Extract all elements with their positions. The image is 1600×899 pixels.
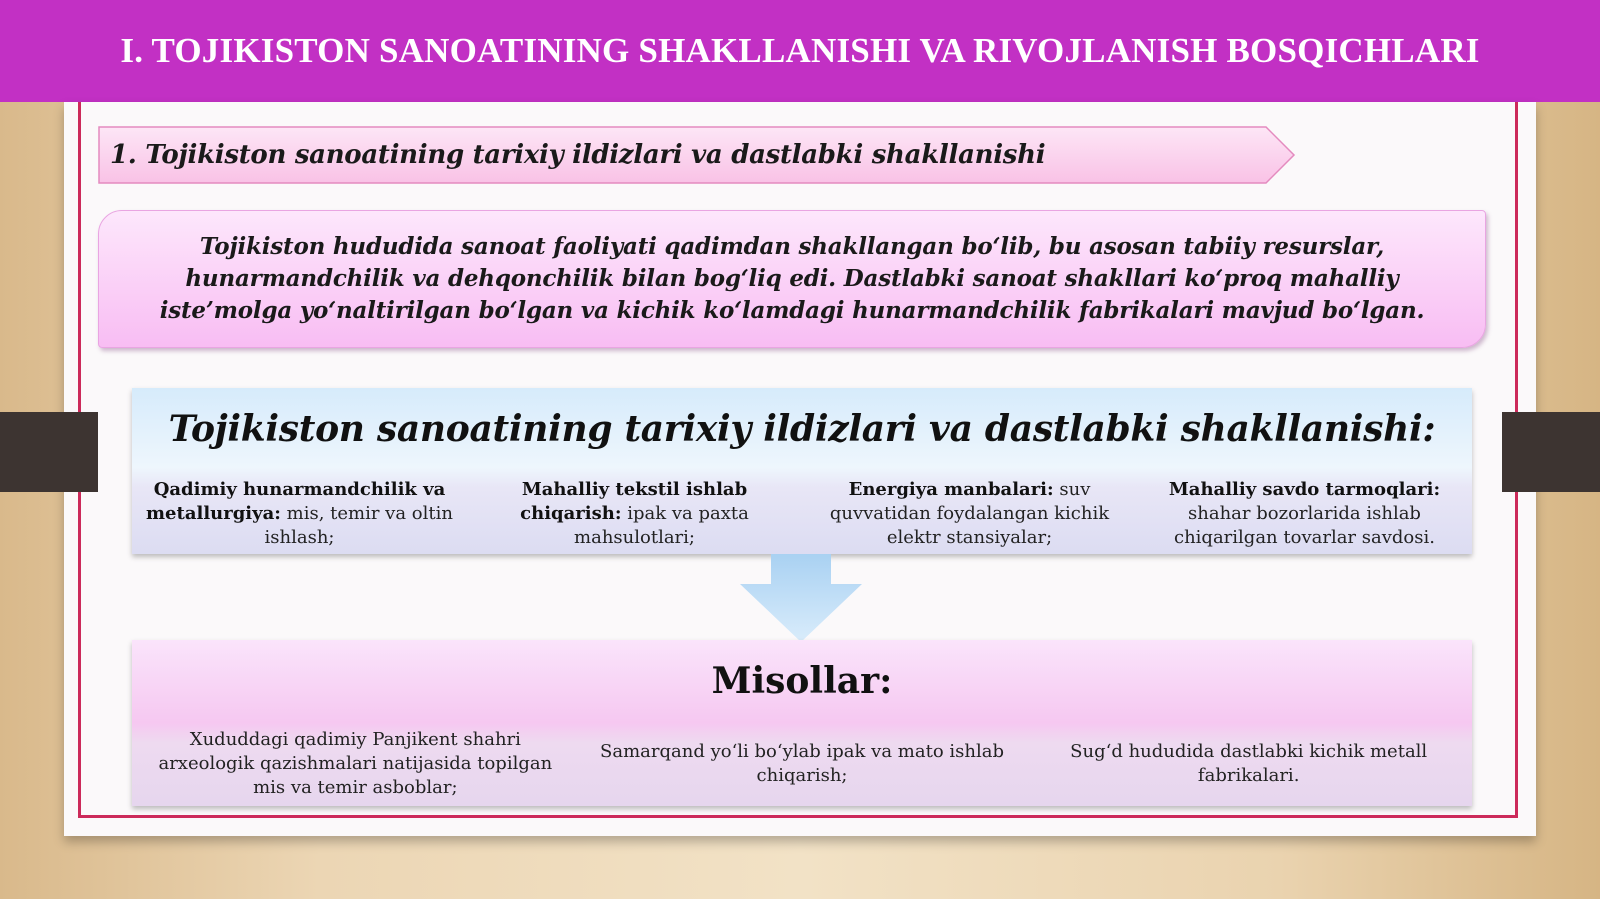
left-clip xyxy=(0,412,98,492)
examples-panel xyxy=(132,640,1472,806)
section-title: 1. Tojikiston sanoatining tarixiy ildizlari va dastlabki shakllanishi xyxy=(110,140,1046,170)
arrow-down-icon xyxy=(738,554,864,644)
section-banner xyxy=(98,126,1296,184)
origins-item-text: ipak va paxta mahsulotlari; xyxy=(574,503,749,548)
slide-title: I. TOJIKISTON SANOATINING SHAKLLANISHI VA RIVOJLANISH BOSQICHLARI xyxy=(120,31,1480,70)
origins-title: Tojikiston sanoatining tarixiy ildizlari va dastlabki shakllanishi: xyxy=(168,408,1436,450)
origins-item-label: Qadimiy hunarmandchilik va metallurgiya: xyxy=(146,479,446,524)
origins-item-text: mis, temir va oltin ishlash; xyxy=(264,503,453,548)
origins-panel xyxy=(132,388,1472,554)
examples-list xyxy=(132,728,1472,800)
intro-box xyxy=(98,210,1486,348)
examples-title: Misollar: xyxy=(711,660,893,702)
origins-list xyxy=(132,478,1472,550)
origins-item xyxy=(132,478,467,550)
origins-item xyxy=(467,478,802,550)
example-item: Xududdagi qadimiy Panjikent shahri arxeologik qazishmalari natijasida topilgan mis va temir asboblar; xyxy=(158,729,553,798)
origins-item-text: suv quvvatidan foydalangan kichik elektr stansiyalar; xyxy=(829,479,1110,548)
example-item: Sug‘d hududida dastlabki kichik metall fabrikalari. xyxy=(1070,741,1428,786)
origins-item-label: Mahalliy savdo tarmoqlari: xyxy=(1168,479,1441,500)
origins-item xyxy=(1137,478,1472,550)
origins-item xyxy=(802,478,1137,550)
slide-header xyxy=(0,0,1600,102)
example-item: Samarqand yo‘li bo‘ylab ipak va mato ishlab chiqarish; xyxy=(600,741,1004,786)
intro-text: Tojikiston hududida sanoat faoliyati qadimdan shakllangan bo‘lib, bu asosan tabiiy resurslar, hunarmandchilik va dehqonchilik bilan bog‘liq edi. Dastlabki sanoat shakllari ko‘proq mahalliy iste’molga yo‘naltirilgan bo‘lgan va kichik ko‘lamdagi hunarmandchilik fabrikalari mavjud bo‘lgan. xyxy=(159,233,1425,324)
origins-item-label: Energiya manbalari: xyxy=(848,479,1054,500)
origins-item-text: shahar bozorlarida ishlab chiqarilgan tovarlar savdosi. xyxy=(1174,503,1435,548)
right-clip xyxy=(1502,412,1600,492)
origins-item-label: Mahalliy tekstil ishlab chiqarish: xyxy=(520,479,748,524)
